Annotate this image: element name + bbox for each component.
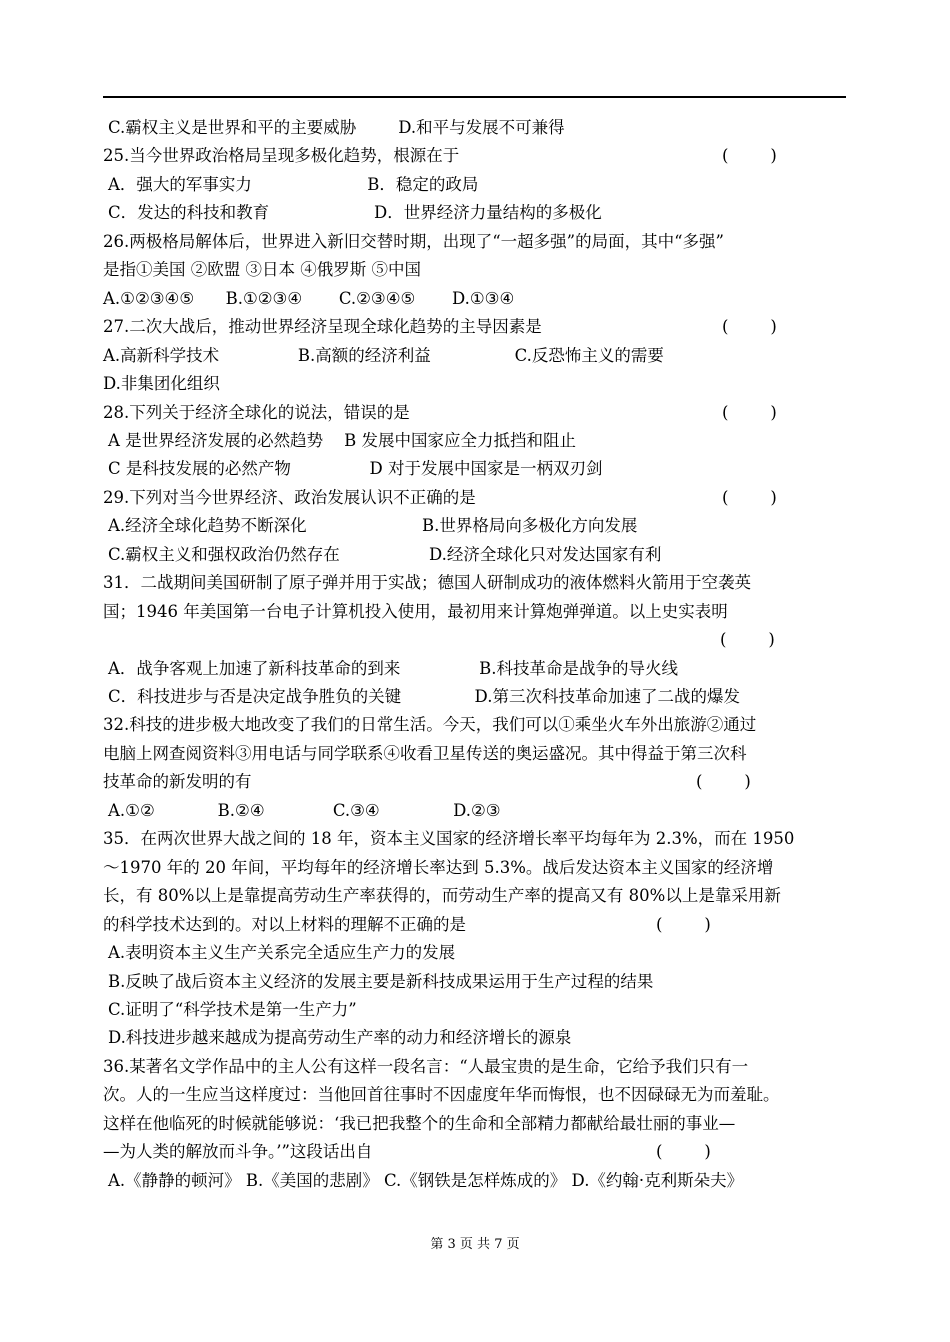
text-line: 36.某著名文学作品中的主人公有这样一段名言：“人最宝贵的是生命，它给予我们只有一 — [103, 1056, 749, 1076]
text-line: C.霸权主义和强权政治仍然存在 D.经济全球化只对发达国家有利 — [108, 544, 662, 564]
text-line: A.高新科学技术 B.高额的经济利益 C.反恐怖主义的需要 — [103, 345, 664, 365]
text-line: 28.下列关于经济全球化的说法，错误的是 — [103, 402, 410, 422]
text-line: ～1970 年的 20 年间，平均每年的经济增长率达到 5.3%。战后发达资本主义国家的经济增 — [103, 857, 774, 877]
text-line: 这样在他临死的时候就能够说：‘我已把我整个的生命和全部精力都献给最壮丽的事业— — [103, 1113, 736, 1133]
answer-parenthesis: ( ) — [656, 914, 711, 934]
answer-parenthesis: ( ) — [696, 772, 751, 792]
text-line: 26.两极格局解体后，世界进入新旧交替时期，出现了“一超多强”的局面，其中“多强” — [103, 231, 724, 251]
text-line: 32.科技的进步极大地改变了我们的日常生活。今天，我们可以①乘坐火车外出旅游②通过 — [103, 715, 757, 735]
text-line: 31．二战期间美国研制了原子弹并用于实战；德国人研制成功的液体燃料火箭用于空袭英 — [103, 573, 751, 593]
text-line: 35．在两次世界大战之间的 18 年，资本主义国家的经济增长率平均每年为 2.3%，而在 1950 — [103, 829, 795, 849]
text-line: A．强大的军事实力 B．稳定的政局 — [108, 174, 479, 194]
text-line: 是指①美国 ②欧盟 ③日本 ④俄罗斯 ⑤中国 — [103, 260, 421, 280]
text-line: C．科技进步与否是决定战争胜负的关键 D.第三次科技革命加速了二战的爆发 — [108, 687, 740, 706]
text-line: 的科学技术达到的。对以上材料的理解不正确的是 — [103, 914, 466, 934]
text-line: 29.下列对当今世界经济、政治发展认识不正确的是 — [103, 487, 476, 507]
text-line: 27.二次大战后，推动世界经济呈现全球化趋势的主导因素是 — [103, 317, 542, 337]
text-line: A.①② B.②④ C.③④ D.②③ — [108, 800, 501, 820]
text-line: D.非集团化组织 — [103, 374, 220, 394]
text-line: A.《静静的顿河》 B.《美国的悲剧》 C.《钢铁是怎样炼成的》 D.《约翰·克利斯朵夫》 — [108, 1170, 744, 1190]
text-line: 次。人的一生应当这样度过：当他回首往事时不因虚度年华而悔恨，也不因碌碌无为而羞耻。 — [103, 1085, 780, 1105]
text-line: A 是世界经济发展的必然趋势 B 发展中国家应全力抵挡和阻止 — [108, 430, 577, 450]
answer-parenthesis: ( ) — [722, 317, 777, 337]
answer-parenthesis: ( ) — [722, 146, 777, 166]
answer-parenthesis: ( ) — [720, 630, 775, 650]
text-line: —为人类的解放而斗争。’”这段话出自 — [103, 1142, 373, 1162]
text-line: A.经济全球化趋势不断深化 B.世界格局向多极化方向发展 — [108, 516, 638, 536]
text-line: 电脑上网查阅资料③用电话与同学联系④收看卫星传送的奥运盛况。其中得益于第三次科 — [103, 743, 747, 763]
text-line: C 是科技发展的必然产物 D 对于发展中国家是一柄双刃剑 — [108, 459, 603, 479]
text-line: A．战争客观上加速了新科技革命的到来 B.科技革命是战争的导火线 — [108, 658, 678, 678]
text-line: 长，有 80%以上是靠提高劳动生产率获得的，而劳动生产率的提高又有 80%以上是靠采用新 — [103, 886, 781, 906]
text-line: A.①②③④⑤ B.①②③④ C.②③④⑤ D.①③④ — [103, 288, 515, 308]
text-line: B.反映了战后资本主义经济的发展主要是新科技成果运用于生产过程的结果 — [108, 971, 654, 991]
text-line: C.证明了“科学技术是第一生产力” — [108, 999, 357, 1019]
text-line: A.表明资本主义生产关系完全适应生产力的发展 — [108, 943, 456, 963]
header-rule — [103, 96, 846, 98]
text-line: 国；1946 年美国第一台电子计算机投入使用，最初用来计算炮弹弹道。以上史实表明 — [103, 601, 728, 621]
page-footer: 第 3 页 共 7 页 — [430, 1237, 520, 1252]
text-line: 25.当今世界政治格局呈现多极化趋势，根源在于 — [103, 146, 460, 166]
answer-parenthesis: ( ) — [722, 402, 777, 422]
text-line: C.霸权主义是世界和平的主要威胁 D.和平与发展不可兼得 — [108, 118, 565, 137]
text-line: D.科技进步越来越成为提高劳动生产率的动力和经济增长的源泉 — [108, 1028, 572, 1048]
text-line: 技革命的新发明的有 — [103, 772, 252, 792]
answer-parenthesis: ( ) — [722, 487, 777, 507]
text-line: C．发达的科技和教育 D．世界经济力量结构的多极化 — [108, 203, 602, 223]
answer-parenthesis: ( ) — [656, 1142, 711, 1162]
